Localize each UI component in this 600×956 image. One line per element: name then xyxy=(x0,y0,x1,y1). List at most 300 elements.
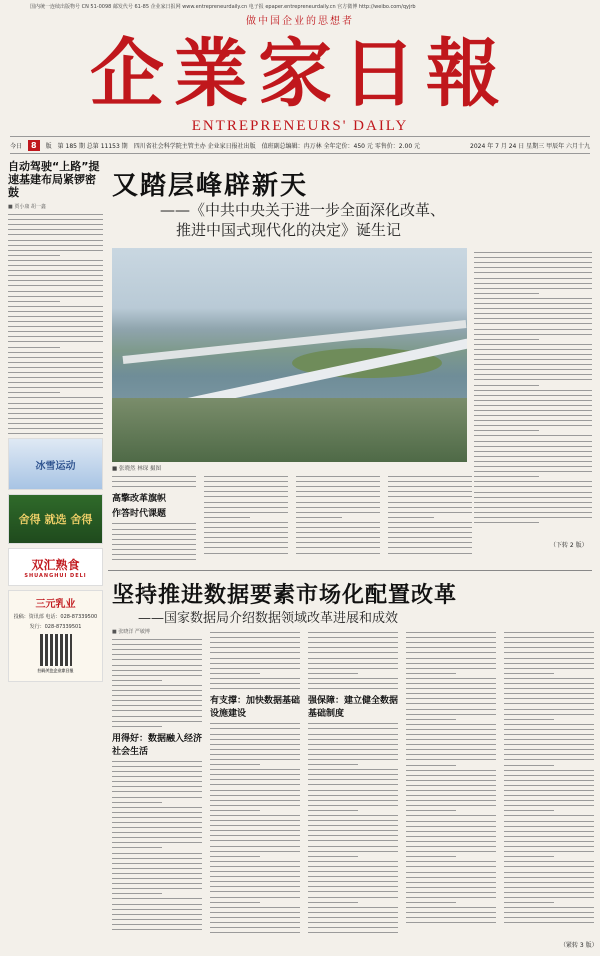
text-line xyxy=(112,544,196,545)
text-line xyxy=(112,665,202,666)
text-line xyxy=(296,512,380,513)
ad-contact-line-1: 投稿：资讯部 电话：028-87339500 xyxy=(13,614,98,621)
text-line xyxy=(204,542,288,543)
text-line xyxy=(112,904,202,905)
text-line xyxy=(406,836,496,837)
story2-body-col-3 xyxy=(308,628,398,948)
text-line xyxy=(296,486,380,487)
text-line xyxy=(112,847,162,848)
text-line xyxy=(504,815,594,816)
text-line xyxy=(504,765,554,766)
text-line xyxy=(210,759,300,760)
text-line xyxy=(112,690,202,691)
text-line xyxy=(210,820,300,821)
text-line xyxy=(204,537,288,538)
text-line xyxy=(112,791,202,792)
text-line xyxy=(8,265,103,266)
text-line xyxy=(474,390,592,391)
text-line xyxy=(388,491,472,492)
text-line xyxy=(8,326,103,327)
text-line xyxy=(308,637,398,638)
text-line xyxy=(308,779,398,780)
text-line xyxy=(504,917,594,918)
text-line xyxy=(112,639,202,640)
text-line xyxy=(474,492,592,493)
text-line xyxy=(406,877,496,878)
story2-headline[interactable]: 坚持推进数据要素市场化配置改革 xyxy=(112,582,458,608)
text-line xyxy=(406,724,496,725)
text-line xyxy=(406,683,496,684)
text-line xyxy=(112,559,196,560)
story1-body-col-1 xyxy=(112,472,196,562)
text-line xyxy=(296,517,342,518)
story2-subhead-a: 用得好：数据融入经济社会生活 xyxy=(112,733,202,757)
text-line xyxy=(112,476,196,477)
text-line xyxy=(210,784,300,785)
text-line xyxy=(210,739,300,740)
text-line xyxy=(474,456,592,457)
text-line xyxy=(406,831,496,832)
text-line xyxy=(504,729,594,730)
text-line xyxy=(504,790,594,791)
text-line xyxy=(474,497,592,498)
text-line xyxy=(474,293,539,294)
text-line xyxy=(308,891,398,892)
text-line xyxy=(112,863,202,864)
text-line xyxy=(308,800,398,801)
text-line xyxy=(504,841,594,842)
story2-body-col-2 xyxy=(210,628,300,948)
text-line xyxy=(8,362,103,363)
masthead-logo: 企業家日報 xyxy=(90,31,510,117)
text-line xyxy=(504,912,594,913)
text-line xyxy=(406,887,496,888)
text-line xyxy=(504,683,594,684)
text-line xyxy=(406,719,456,720)
text-line xyxy=(388,522,472,523)
text-line xyxy=(204,491,288,492)
text-line xyxy=(504,836,594,837)
issue-date: 2024 年 7 月 24 日 星期三 甲辰年 六月十九 xyxy=(470,142,590,150)
text-line xyxy=(210,779,300,780)
text-line xyxy=(8,387,103,388)
text-line xyxy=(308,856,358,857)
text-line xyxy=(474,466,592,467)
text-line xyxy=(388,496,472,497)
text-line xyxy=(474,522,539,523)
text-line xyxy=(296,507,380,508)
text-line xyxy=(504,663,594,664)
text-line xyxy=(8,291,103,292)
text-line xyxy=(406,668,496,669)
text-line xyxy=(308,759,398,760)
text-line xyxy=(308,673,358,674)
text-line xyxy=(112,812,202,813)
text-line xyxy=(406,678,496,679)
text-line xyxy=(112,898,202,899)
text-line xyxy=(112,700,202,701)
text-line xyxy=(406,658,496,659)
text-line xyxy=(308,642,398,643)
text-line xyxy=(308,917,398,918)
pages-label: 版 xyxy=(45,142,52,150)
text-line xyxy=(504,688,594,689)
text-line xyxy=(112,827,202,828)
text-line xyxy=(210,642,300,643)
text-line xyxy=(406,729,496,730)
masthead-english: ENTREPRENEURS' DAILY xyxy=(191,118,409,134)
text-line xyxy=(474,344,592,345)
text-line xyxy=(308,897,398,898)
text-line xyxy=(8,428,103,429)
text-line xyxy=(308,886,398,887)
text-line xyxy=(204,553,288,554)
text-line xyxy=(204,512,288,513)
text-line xyxy=(504,754,594,755)
text-line xyxy=(112,644,202,645)
text-line xyxy=(406,714,496,715)
text-line xyxy=(210,658,300,659)
text-line xyxy=(474,257,592,258)
text-line xyxy=(406,698,496,699)
text-line xyxy=(112,929,202,930)
text-line xyxy=(504,678,594,679)
text-line xyxy=(112,832,202,833)
text-line xyxy=(112,675,202,676)
story2-body-col-4 xyxy=(406,628,496,948)
text-line xyxy=(474,334,592,335)
text-line xyxy=(112,534,196,535)
text-line xyxy=(474,272,592,273)
text-line xyxy=(204,517,250,518)
text-line xyxy=(204,496,288,497)
text-line xyxy=(308,728,398,729)
text-line xyxy=(8,316,103,317)
edition-label: 今日 xyxy=(10,142,23,150)
text-line xyxy=(8,347,60,348)
text-line xyxy=(210,922,300,923)
left-column xyxy=(8,160,103,950)
ad-shede-liquor[interactable] xyxy=(8,494,103,544)
text-line xyxy=(406,632,496,633)
text-line xyxy=(504,800,594,801)
text-line xyxy=(112,654,202,655)
story1-body-col-2 xyxy=(204,472,288,562)
text-line xyxy=(8,336,103,337)
text-line xyxy=(308,744,398,745)
text-line xyxy=(204,486,288,487)
text-line xyxy=(210,897,300,898)
text-line xyxy=(388,532,472,533)
text-line xyxy=(296,547,380,548)
text-line xyxy=(210,683,300,684)
text-line xyxy=(210,764,260,765)
text-line xyxy=(112,685,202,686)
text-line xyxy=(8,397,103,398)
issue-number: 第 185 期 总第 11153 期 xyxy=(57,142,128,150)
text-line xyxy=(406,815,496,816)
text-line xyxy=(112,481,196,482)
text-line xyxy=(8,224,103,225)
text-line xyxy=(296,537,380,538)
story2-continue-ref[interactable]: （紧转 3 版） xyxy=(560,942,598,949)
text-line xyxy=(406,846,496,847)
ad-winter-sports-text: 冰雪运动 xyxy=(35,460,76,472)
text-line xyxy=(474,486,592,487)
text-line xyxy=(8,403,103,404)
text-line xyxy=(210,810,260,811)
text-line xyxy=(8,280,103,281)
text-line xyxy=(8,357,103,358)
story2-subhead-b: 有支撑：加快数据基础设施建设 xyxy=(210,696,300,720)
text-line xyxy=(474,502,592,503)
qr-code[interactable] xyxy=(40,634,72,666)
text-line xyxy=(8,214,103,215)
text-line xyxy=(112,771,202,772)
text-line xyxy=(406,688,496,689)
text-line xyxy=(504,658,594,659)
text-line xyxy=(504,698,594,699)
text-line xyxy=(210,754,300,755)
text-line xyxy=(474,339,539,340)
text-line xyxy=(504,637,594,638)
text-line xyxy=(8,306,103,307)
text-line xyxy=(504,652,594,653)
text-line xyxy=(406,770,496,771)
text-line xyxy=(406,709,496,710)
bridge-aerial-photo[interactable] xyxy=(112,248,467,462)
text-line xyxy=(504,902,554,903)
text-line xyxy=(308,805,398,806)
text-line xyxy=(210,723,300,724)
text-line xyxy=(8,275,103,276)
text-line xyxy=(388,486,472,487)
text-line xyxy=(504,851,594,852)
story1-subhead xyxy=(160,200,445,240)
text-line xyxy=(210,927,300,928)
text-line xyxy=(406,922,496,923)
text-line xyxy=(474,405,592,406)
text-line xyxy=(474,354,592,355)
text-line xyxy=(504,826,594,827)
text-line xyxy=(112,909,202,910)
text-line xyxy=(210,861,300,862)
text-line xyxy=(112,802,162,803)
text-line xyxy=(210,769,300,770)
text-line xyxy=(210,891,300,892)
text-line xyxy=(504,785,594,786)
text-line xyxy=(308,749,398,750)
text-line xyxy=(112,837,202,838)
text-line xyxy=(8,229,103,230)
text-line xyxy=(406,861,496,862)
text-line xyxy=(308,846,398,847)
text-line xyxy=(8,341,103,342)
text-line xyxy=(296,481,380,482)
story2-subhead: ——国家数据局介绍数据领域改革进展和成效 xyxy=(138,611,399,626)
text-line xyxy=(308,764,358,765)
text-line xyxy=(296,553,380,554)
text-line xyxy=(204,502,288,503)
text-line xyxy=(308,830,398,831)
text-line xyxy=(8,260,103,261)
text-line xyxy=(474,323,592,324)
text-line xyxy=(308,820,398,821)
text-line xyxy=(308,861,398,862)
text-line xyxy=(308,790,398,791)
text-line xyxy=(112,893,162,894)
story1-headline[interactable]: 又踏层峰辟新天 xyxy=(112,171,309,201)
text-line xyxy=(112,858,202,859)
text-line xyxy=(406,866,496,867)
text-line xyxy=(8,331,103,332)
text-line xyxy=(210,678,300,679)
text-line xyxy=(210,830,300,831)
text-line xyxy=(210,647,300,648)
text-line xyxy=(112,486,196,487)
text-line xyxy=(210,932,300,933)
text-line xyxy=(474,461,592,462)
text-line xyxy=(210,851,300,852)
text-line xyxy=(474,298,592,299)
story1-body-col-4 xyxy=(388,472,472,562)
text-line xyxy=(406,780,496,781)
text-line xyxy=(474,252,592,253)
ad-contact-line-2: 发行：028-87339501 xyxy=(29,624,82,631)
text-line xyxy=(504,907,594,908)
text-line xyxy=(406,765,456,766)
text-line xyxy=(474,278,592,279)
text-line xyxy=(8,234,103,235)
text-line xyxy=(474,369,592,370)
text-line xyxy=(112,705,202,706)
text-line xyxy=(474,385,539,386)
text-line xyxy=(474,267,592,268)
text-line xyxy=(112,766,202,767)
text-line xyxy=(112,807,202,808)
text-line xyxy=(204,547,288,548)
text-line xyxy=(308,647,398,648)
story2-body xyxy=(112,628,594,948)
text-line xyxy=(8,367,103,368)
text-line xyxy=(210,871,300,872)
story1-body-col-3 xyxy=(296,472,380,562)
text-line xyxy=(308,922,398,923)
price-info: 值班副总编辑：冉万林 全年定价：450 元 零售价：2.00 元 xyxy=(261,142,421,150)
text-line xyxy=(210,856,260,857)
left-article-byline: ■ 贾小康 胡一鑫 xyxy=(8,204,46,210)
text-line xyxy=(112,539,196,540)
text-line xyxy=(504,703,594,704)
text-line xyxy=(308,881,398,882)
text-line xyxy=(406,826,496,827)
text-line xyxy=(8,270,103,271)
text-line xyxy=(406,754,496,755)
text-line xyxy=(474,364,592,365)
text-line xyxy=(8,352,103,353)
text-line xyxy=(504,872,594,873)
text-line xyxy=(308,876,398,877)
text-line xyxy=(296,476,380,477)
text-line xyxy=(210,907,300,908)
ad-shuanghui-title: 双汇熟食 xyxy=(31,557,80,572)
text-line xyxy=(112,726,162,727)
ad-shuanghui[interactable] xyxy=(8,548,103,586)
text-line xyxy=(406,647,496,648)
ad-sanyuan[interactable] xyxy=(8,590,103,682)
text-line xyxy=(406,739,496,740)
text-line xyxy=(474,329,592,330)
text-line xyxy=(112,853,202,854)
text-line xyxy=(112,761,202,762)
text-line xyxy=(210,749,300,750)
text-line xyxy=(474,359,592,360)
text-line xyxy=(406,872,496,873)
text-line xyxy=(112,670,202,671)
text-line xyxy=(474,303,592,304)
text-line xyxy=(504,673,554,674)
story2-byline: ■ 张晓洋 严敏博 xyxy=(112,629,150,635)
ad-winter-sports[interactable] xyxy=(8,438,103,490)
text-line xyxy=(406,805,496,806)
text-line xyxy=(8,392,60,393)
text-line xyxy=(210,866,300,867)
text-line xyxy=(210,673,260,674)
text-line xyxy=(308,734,398,735)
text-line xyxy=(474,420,592,421)
text-line xyxy=(504,744,594,745)
text-line xyxy=(504,846,594,847)
text-line xyxy=(112,924,202,925)
text-line xyxy=(308,754,398,755)
text-line xyxy=(308,668,398,669)
text-line xyxy=(8,301,60,302)
text-line xyxy=(296,522,380,523)
text-line xyxy=(296,491,380,492)
ad-sanyuan-brand: 三元乳业 xyxy=(35,599,76,611)
story1-continue-ref[interactable]: （下转 2 版） xyxy=(550,542,588,549)
text-line xyxy=(308,658,398,659)
text-line xyxy=(406,642,496,643)
issue-info-bar xyxy=(10,136,590,154)
text-line xyxy=(504,709,594,710)
text-line xyxy=(504,795,594,796)
text-line xyxy=(308,723,398,724)
text-line xyxy=(474,395,592,396)
text-line xyxy=(388,481,472,482)
text-line xyxy=(296,532,380,533)
text-line xyxy=(112,868,202,869)
text-line xyxy=(406,652,496,653)
text-line xyxy=(204,507,288,508)
text-line xyxy=(504,739,594,740)
text-line xyxy=(406,882,496,883)
text-line xyxy=(112,721,202,722)
text-line xyxy=(474,471,592,472)
text-line xyxy=(474,318,592,319)
text-line xyxy=(210,728,300,729)
text-line xyxy=(112,822,202,823)
text-line xyxy=(204,532,288,533)
text-line xyxy=(308,932,398,933)
left-article-title[interactable]: 自动驾驶“上路”提速基建布局紧锣密鼓 xyxy=(8,160,100,199)
text-line xyxy=(474,441,592,442)
text-line xyxy=(388,527,472,528)
text-line xyxy=(112,797,202,798)
text-line xyxy=(474,308,592,309)
text-line xyxy=(210,734,300,735)
text-line xyxy=(504,668,594,669)
